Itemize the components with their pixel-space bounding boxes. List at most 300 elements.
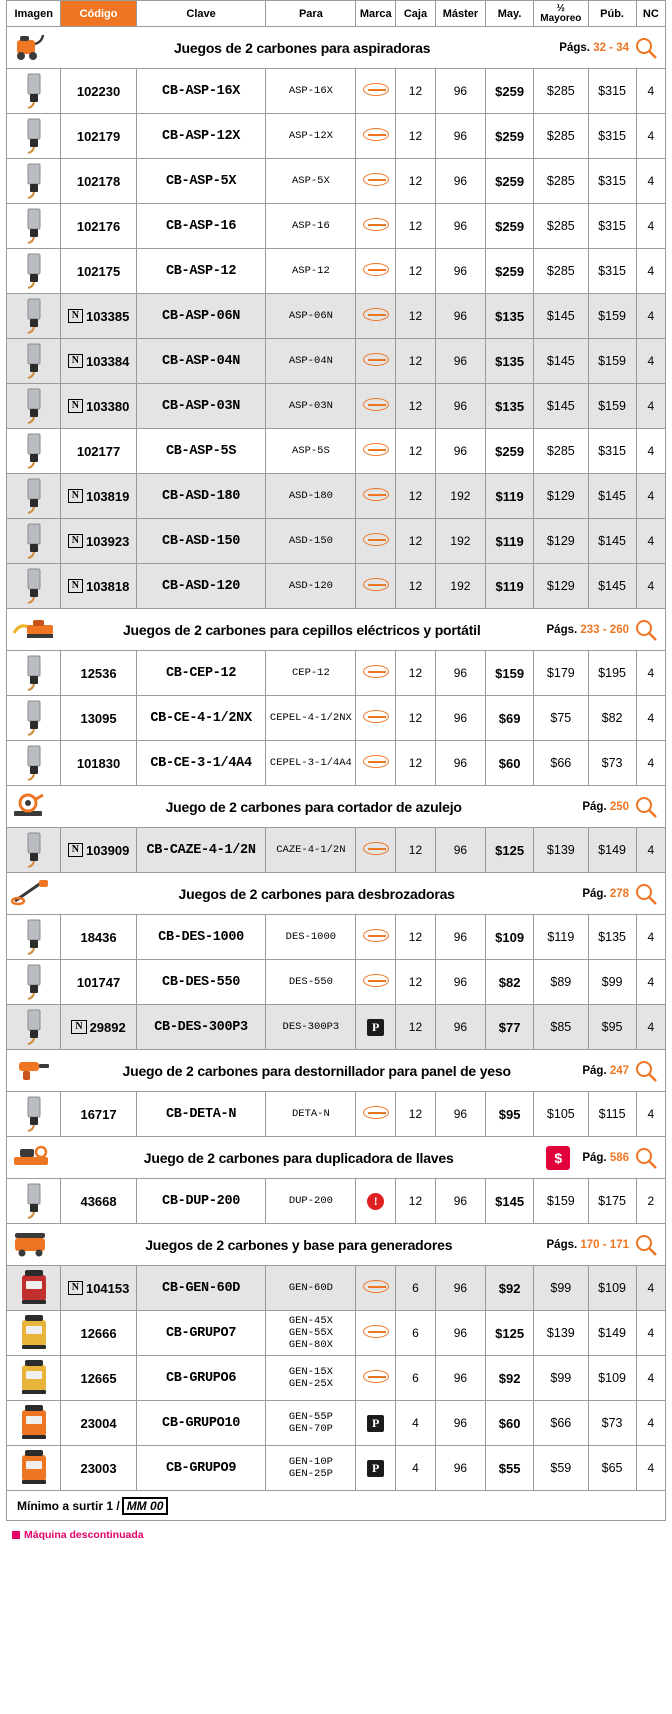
row-image-cell — [7, 1401, 61, 1446]
section-title: Juego de 2 carbones para destornillador para panel de yeso — [122, 1062, 511, 1079]
row-codigo-cell — [61, 1266, 136, 1311]
row-clave: CB-ASD-180 — [136, 474, 266, 519]
row-codigo: 23003 — [80, 1460, 117, 1476]
table-row[interactable] — [7, 1179, 666, 1224]
new-badge: N — [71, 1020, 86, 1034]
row-codigo-cell — [61, 564, 136, 609]
row-master: 96 — [435, 384, 485, 429]
section-pages-value: 233 - 260 — [580, 623, 629, 636]
row-marca-cell — [356, 1179, 396, 1224]
footnote-discontinued — [12, 1529, 672, 1541]
table-row[interactable] — [7, 828, 666, 873]
section-pages — [582, 888, 629, 900]
drywall-screwdriver-icon — [11, 1054, 51, 1087]
product-thumbnail — [11, 1388, 57, 1400]
section-title: Juego de 2 carbones para duplicadora de llaves — [143, 1149, 454, 1166]
row-marca-cell — [356, 114, 396, 159]
magnifier-icon[interactable] — [635, 1147, 657, 1169]
row-image-cell — [7, 519, 61, 564]
brand-truper-mark — [363, 218, 389, 231]
brand-truper-mark — [363, 128, 389, 141]
row-codigo-cell — [61, 741, 136, 786]
magnifier-icon[interactable] — [635, 1060, 657, 1082]
row-codigo-cell — [61, 1356, 136, 1401]
row-codigo-cell — [61, 1401, 136, 1446]
row-precio-mayor: $259 — [486, 159, 534, 204]
table-row[interactable] — [7, 114, 666, 159]
product-catalog-table — [6, 0, 666, 1521]
table-row[interactable] — [7, 204, 666, 249]
section-pages-label: Pág. — [582, 1151, 607, 1164]
row-clave: CB-DES-300P3 — [136, 1005, 266, 1050]
row-codigo: 12666 — [80, 1325, 117, 1341]
row-para: ASP-04N — [266, 339, 356, 384]
brand-truper-mark — [363, 533, 389, 546]
row-codigo: 18436 — [80, 929, 117, 945]
row-precio-medio-mayoreo: $85 — [534, 1005, 588, 1050]
row-precio-publico: $115 — [588, 1092, 636, 1137]
row-master: 96 — [435, 1005, 485, 1050]
section-header-row — [7, 873, 666, 915]
row-para: ASP-06N — [266, 294, 356, 339]
row-codigo-cell — [61, 159, 136, 204]
row-precio-medio-mayoreo: $285 — [534, 429, 588, 474]
row-caja: 12 — [396, 204, 436, 249]
promo-dollar-badge: $ — [546, 1146, 570, 1170]
row-precio-medio-mayoreo: $105 — [534, 1092, 588, 1137]
row-marca-cell — [356, 339, 396, 384]
table-row[interactable] — [7, 519, 666, 564]
table-row[interactable] — [7, 1401, 666, 1446]
row-caja: 12 — [396, 519, 436, 564]
product-thumbnail — [11, 683, 57, 695]
section-header-cell — [7, 786, 666, 828]
row-marca-cell — [356, 1446, 396, 1491]
row-marca-cell — [356, 474, 396, 519]
table-row[interactable] — [7, 294, 666, 339]
row-nc: 2 — [636, 1179, 665, 1224]
row-codigo-cell — [61, 960, 136, 1005]
row-nc: 4 — [636, 828, 665, 873]
row-codigo: 103819 — [85, 488, 130, 504]
row-clave: CB-CE-3-1/4A4 — [136, 741, 266, 786]
row-clave: CB-GRUPO7 — [136, 1311, 266, 1356]
section-header-cell — [7, 873, 666, 915]
section-pages — [582, 1065, 629, 1077]
row-caja: 12 — [396, 339, 436, 384]
row-master: 96 — [435, 915, 485, 960]
generator-icon — [11, 1228, 51, 1261]
row-precio-publico: $315 — [588, 114, 636, 159]
row-codigo: 102230 — [76, 83, 121, 99]
table-row[interactable] — [7, 696, 666, 741]
row-precio-mayor: $259 — [486, 114, 534, 159]
row-para: GEN-45X GEN-55X GEN-80X — [266, 1311, 356, 1356]
row-codigo: 23004 — [80, 1415, 117, 1431]
product-thumbnail — [11, 992, 57, 1004]
row-precio-medio-mayoreo: $75 — [534, 696, 588, 741]
row-precio-mayor: $60 — [486, 1401, 534, 1446]
row-master: 96 — [435, 429, 485, 474]
magnifier-icon[interactable] — [635, 1234, 657, 1256]
table-row[interactable] — [7, 1356, 666, 1401]
row-precio-mayor: $259 — [486, 69, 534, 114]
row-precio-publico: $149 — [588, 828, 636, 873]
row-codigo-cell — [61, 384, 136, 429]
row-precio-medio-mayoreo: $285 — [534, 159, 588, 204]
section-pages-label: Pág. — [582, 800, 607, 813]
magnifier-icon[interactable] — [635, 37, 657, 59]
row-precio-publico: $109 — [588, 1356, 636, 1401]
table-row[interactable] — [7, 69, 666, 114]
product-thumbnail — [11, 1298, 57, 1310]
row-precio-medio-mayoreo: $66 — [534, 1401, 588, 1446]
row-precio-publico: $95 — [588, 1005, 636, 1050]
row-precio-medio-mayoreo: $145 — [534, 384, 588, 429]
row-nc: 4 — [636, 696, 665, 741]
section-pages — [559, 42, 629, 54]
magnifier-icon[interactable] — [635, 619, 657, 641]
row-caja: 12 — [396, 915, 436, 960]
row-codigo-cell — [61, 1005, 136, 1050]
row-image-cell — [7, 1092, 61, 1137]
row-precio-medio-mayoreo: $129 — [534, 474, 588, 519]
row-marca-cell — [356, 294, 396, 339]
row-image-cell — [7, 384, 61, 429]
row-master: 96 — [435, 828, 485, 873]
row-marca-cell — [356, 1401, 396, 1446]
row-codigo: 102176 — [76, 218, 121, 234]
row-para: ASP-12 — [266, 249, 356, 294]
row-clave: CB-ASP-06N — [136, 294, 266, 339]
row-nc: 4 — [636, 519, 665, 564]
row-nc: 4 — [636, 69, 665, 114]
row-codigo-cell — [61, 1179, 136, 1224]
row-nc: 4 — [636, 429, 665, 474]
row-para: GEN-55P GEN-70P — [266, 1401, 356, 1446]
table-row[interactable] — [7, 384, 666, 429]
brand-truper-mark — [363, 488, 389, 501]
row-precio-publico: $73 — [588, 741, 636, 786]
row-nc: 4 — [636, 294, 665, 339]
product-thumbnail — [11, 596, 57, 608]
brand-truper-mark — [363, 929, 389, 942]
row-caja: 12 — [396, 1092, 436, 1137]
row-master: 96 — [435, 651, 485, 696]
row-codigo: 103385 — [85, 308, 130, 324]
row-codigo: 102175 — [76, 263, 121, 279]
row-para: DES-550 — [266, 960, 356, 1005]
row-master: 96 — [435, 741, 485, 786]
row-codigo: 103380 — [85, 398, 130, 414]
brand-truper-mark — [363, 1280, 389, 1293]
table-row[interactable] — [7, 339, 666, 384]
row-para: ASP-5X — [266, 159, 356, 204]
section-header-row — [7, 609, 666, 651]
row-precio-medio-mayoreo: $119 — [534, 915, 588, 960]
row-caja: 12 — [396, 1179, 436, 1224]
row-nc: 4 — [636, 249, 665, 294]
row-codigo: 102179 — [76, 128, 121, 144]
row-image-cell — [7, 339, 61, 384]
row-clave: CB-ASP-16X — [136, 69, 266, 114]
product-thumbnail — [11, 947, 57, 959]
section-header-cell — [7, 27, 666, 69]
column-header-marca: Marca — [356, 1, 396, 27]
column-header-para: Para — [266, 1, 356, 27]
fraction-half: ½ — [556, 2, 565, 14]
row-marca-cell — [356, 828, 396, 873]
row-caja: 12 — [396, 1005, 436, 1050]
brand-truper-mark — [363, 1106, 389, 1119]
product-thumbnail — [11, 1343, 57, 1355]
row-codigo: 104153 — [85, 1280, 130, 1296]
table-row[interactable] — [7, 1446, 666, 1491]
table-row[interactable] — [7, 474, 666, 519]
row-clave: CB-GRUPO6 — [136, 1356, 266, 1401]
row-caja: 12 — [396, 741, 436, 786]
row-precio-publico: $315 — [588, 69, 636, 114]
row-caja: 12 — [396, 474, 436, 519]
column-header-nc: NC — [636, 1, 665, 27]
section-title: Juegos de 2 carbones para desbrozadoras — [178, 885, 455, 902]
row-para: GEN-15X GEN-25X — [266, 1356, 356, 1401]
row-para: ASP-16X — [266, 69, 356, 114]
brand-pretul-mark: P — [367, 1019, 384, 1036]
key-duplicator-icon — [11, 1141, 51, 1174]
row-image-cell — [7, 159, 61, 204]
row-codigo: 103818 — [85, 578, 130, 594]
row-codigo: 102177 — [76, 443, 121, 459]
table-row[interactable] — [7, 1266, 666, 1311]
minimo-row — [7, 1491, 666, 1521]
row-precio-publico: $73 — [588, 1401, 636, 1446]
table-row[interactable] — [7, 249, 666, 294]
row-clave: CB-DUP-200 — [136, 1179, 266, 1224]
brand-truper-mark — [363, 1325, 389, 1338]
row-caja: 12 — [396, 429, 436, 474]
column-header-mayor: May. — [486, 1, 534, 27]
row-clave: CB-GRUPO9 — [136, 1446, 266, 1491]
section-pages-value: 170 - 171 — [580, 1238, 629, 1251]
product-thumbnail — [11, 1211, 57, 1223]
row-clave: CB-ASD-120 — [136, 564, 266, 609]
brand-truper-mark — [363, 443, 389, 456]
row-codigo-cell — [61, 915, 136, 960]
row-master: 96 — [435, 1179, 485, 1224]
row-precio-mayor: $77 — [486, 1005, 534, 1050]
product-thumbnail — [11, 860, 57, 872]
section-pages-value: 278 — [609, 887, 629, 900]
row-para: DETA-N — [266, 1092, 356, 1137]
product-thumbnail — [11, 326, 57, 338]
row-image-cell — [7, 960, 61, 1005]
row-codigo-cell — [61, 1311, 136, 1356]
table-row[interactable] — [7, 915, 666, 960]
row-image-cell — [7, 696, 61, 741]
row-precio-medio-mayoreo: $285 — [534, 114, 588, 159]
product-thumbnail — [11, 1433, 57, 1445]
row-precio-mayor: $145 — [486, 1179, 534, 1224]
row-nc: 4 — [636, 960, 665, 1005]
row-marca-cell — [356, 651, 396, 696]
row-codigo-cell — [61, 651, 136, 696]
table-row[interactable] — [7, 651, 666, 696]
row-precio-publico: $149 — [588, 1311, 636, 1356]
row-precio-medio-mayoreo: $99 — [534, 1266, 588, 1311]
row-codigo: 101830 — [76, 755, 121, 771]
row-precio-medio-mayoreo: $285 — [534, 249, 588, 294]
table-row[interactable] — [7, 741, 666, 786]
row-codigo-cell — [61, 294, 136, 339]
row-caja: 12 — [396, 696, 436, 741]
row-master: 96 — [435, 1266, 485, 1311]
column-header-imagen: Imagen — [7, 1, 61, 27]
row-precio-mayor: $69 — [486, 696, 534, 741]
row-precio-medio-mayoreo: $285 — [534, 69, 588, 114]
row-image-cell — [7, 114, 61, 159]
row-clave: CB-ASP-5S — [136, 429, 266, 474]
new-badge: N — [68, 489, 83, 503]
row-para: ASP-03N — [266, 384, 356, 429]
row-codigo-cell — [61, 828, 136, 873]
row-precio-medio-mayoreo: $99 — [534, 1356, 588, 1401]
section-pages — [582, 1152, 629, 1164]
row-precio-mayor: $125 — [486, 1311, 534, 1356]
row-clave: CB-DES-550 — [136, 960, 266, 1005]
new-badge: N — [68, 399, 83, 413]
row-image-cell — [7, 1446, 61, 1491]
brand-truper-mark — [363, 83, 389, 96]
row-precio-publico: $159 — [588, 339, 636, 384]
row-nc: 4 — [636, 1401, 665, 1446]
row-precio-publico: $145 — [588, 564, 636, 609]
row-codigo-cell — [61, 519, 136, 564]
row-codigo: 12536 — [80, 665, 117, 681]
product-thumbnail — [11, 1478, 57, 1490]
row-nc: 4 — [636, 339, 665, 384]
row-precio-publico: $315 — [588, 429, 636, 474]
row-precio-mayor: $109 — [486, 915, 534, 960]
row-precio-mayor: $119 — [486, 564, 534, 609]
row-para: ASD-120 — [266, 564, 356, 609]
brand-truper-mark — [363, 842, 389, 855]
row-master: 96 — [435, 696, 485, 741]
mm-box: MM 00 — [122, 1497, 169, 1515]
section-pages-value: 32 - 34 — [593, 41, 629, 54]
row-marca-cell — [356, 429, 396, 474]
row-nc: 4 — [636, 114, 665, 159]
row-clave: CB-CAZE-4-1/2N — [136, 828, 266, 873]
table-row[interactable] — [7, 429, 666, 474]
table-row[interactable] — [7, 1311, 666, 1356]
row-precio-medio-mayoreo: $145 — [534, 339, 588, 384]
table-row[interactable] — [7, 1092, 666, 1137]
column-header-master: Máster — [435, 1, 485, 27]
row-master: 96 — [435, 1311, 485, 1356]
new-badge: N — [68, 579, 83, 593]
row-nc: 4 — [636, 384, 665, 429]
row-para: CEPEL-3-1/4A4 — [266, 741, 356, 786]
row-master: 96 — [435, 1446, 485, 1491]
row-precio-mayor: $259 — [486, 429, 534, 474]
brand-truper-mark — [363, 755, 389, 768]
row-codigo: 12665 — [80, 1370, 117, 1386]
row-caja: 12 — [396, 294, 436, 339]
row-nc: 4 — [636, 1005, 665, 1050]
table-row[interactable] — [7, 564, 666, 609]
row-codigo-cell — [61, 339, 136, 384]
row-marca-cell — [356, 960, 396, 1005]
column-header-codigo: Código — [61, 1, 136, 27]
table-row[interactable] — [7, 960, 666, 1005]
product-thumbnail — [11, 146, 57, 158]
product-thumbnail — [11, 773, 57, 785]
row-image-cell — [7, 1005, 61, 1050]
section-header-row — [7, 27, 666, 69]
row-para: GEN-10P GEN-25P — [266, 1446, 356, 1491]
row-precio-medio-mayoreo: $285 — [534, 204, 588, 249]
section-title: Juegos de 2 carbones para cepillos eléctricos y portátil — [122, 621, 481, 638]
row-codigo-cell — [61, 1446, 136, 1491]
brand-truper-mark — [363, 710, 389, 723]
brand-hermex-mark: ! — [367, 1193, 384, 1210]
row-precio-mayor: $135 — [486, 339, 534, 384]
section-header-cell — [7, 609, 666, 651]
table-header — [7, 1, 666, 27]
magnifier-icon[interactable] — [635, 796, 657, 818]
row-marca-cell — [356, 69, 396, 114]
new-badge: N — [68, 1281, 83, 1295]
row-precio-mayor: $119 — [486, 474, 534, 519]
section-title: Juegos de 2 carbones para aspiradoras — [173, 39, 431, 56]
row-nc: 4 — [636, 474, 665, 519]
product-thumbnail — [11, 191, 57, 203]
row-precio-publico: $315 — [588, 159, 636, 204]
magnifier-icon[interactable] — [635, 883, 657, 905]
row-precio-publico: $145 — [588, 474, 636, 519]
row-clave: CB-CEP-12 — [136, 651, 266, 696]
table-row[interactable] — [7, 159, 666, 204]
brand-truper-mark — [363, 665, 389, 678]
row-marca-cell — [356, 1092, 396, 1137]
product-thumbnail — [11, 416, 57, 428]
row-clave: CB-ASP-12X — [136, 114, 266, 159]
row-codigo: 43668 — [80, 1193, 117, 1209]
section-header-cell — [7, 1224, 666, 1266]
row-precio-mayor: $92 — [486, 1356, 534, 1401]
row-precio-mayor: $125 — [486, 828, 534, 873]
table-row[interactable] — [7, 1005, 666, 1050]
row-nc: 4 — [636, 564, 665, 609]
brand-pretul-mark: P — [367, 1415, 384, 1432]
section-pages-label: Pág. — [582, 887, 607, 900]
row-precio-medio-mayoreo: $89 — [534, 960, 588, 1005]
product-thumbnail — [11, 1124, 57, 1136]
row-caja: 12 — [396, 114, 436, 159]
row-image-cell — [7, 249, 61, 294]
row-image-cell — [7, 294, 61, 339]
row-master: 96 — [435, 114, 485, 159]
row-clave: CB-GEN-60D — [136, 1266, 266, 1311]
row-image-cell — [7, 828, 61, 873]
row-clave: CB-GRUPO10 — [136, 1401, 266, 1446]
row-clave: CB-DETA-N — [136, 1092, 266, 1137]
row-para: DUP-200 — [266, 1179, 356, 1224]
row-image-cell — [7, 429, 61, 474]
section-header-row — [7, 786, 666, 828]
row-caja: 6 — [396, 1266, 436, 1311]
